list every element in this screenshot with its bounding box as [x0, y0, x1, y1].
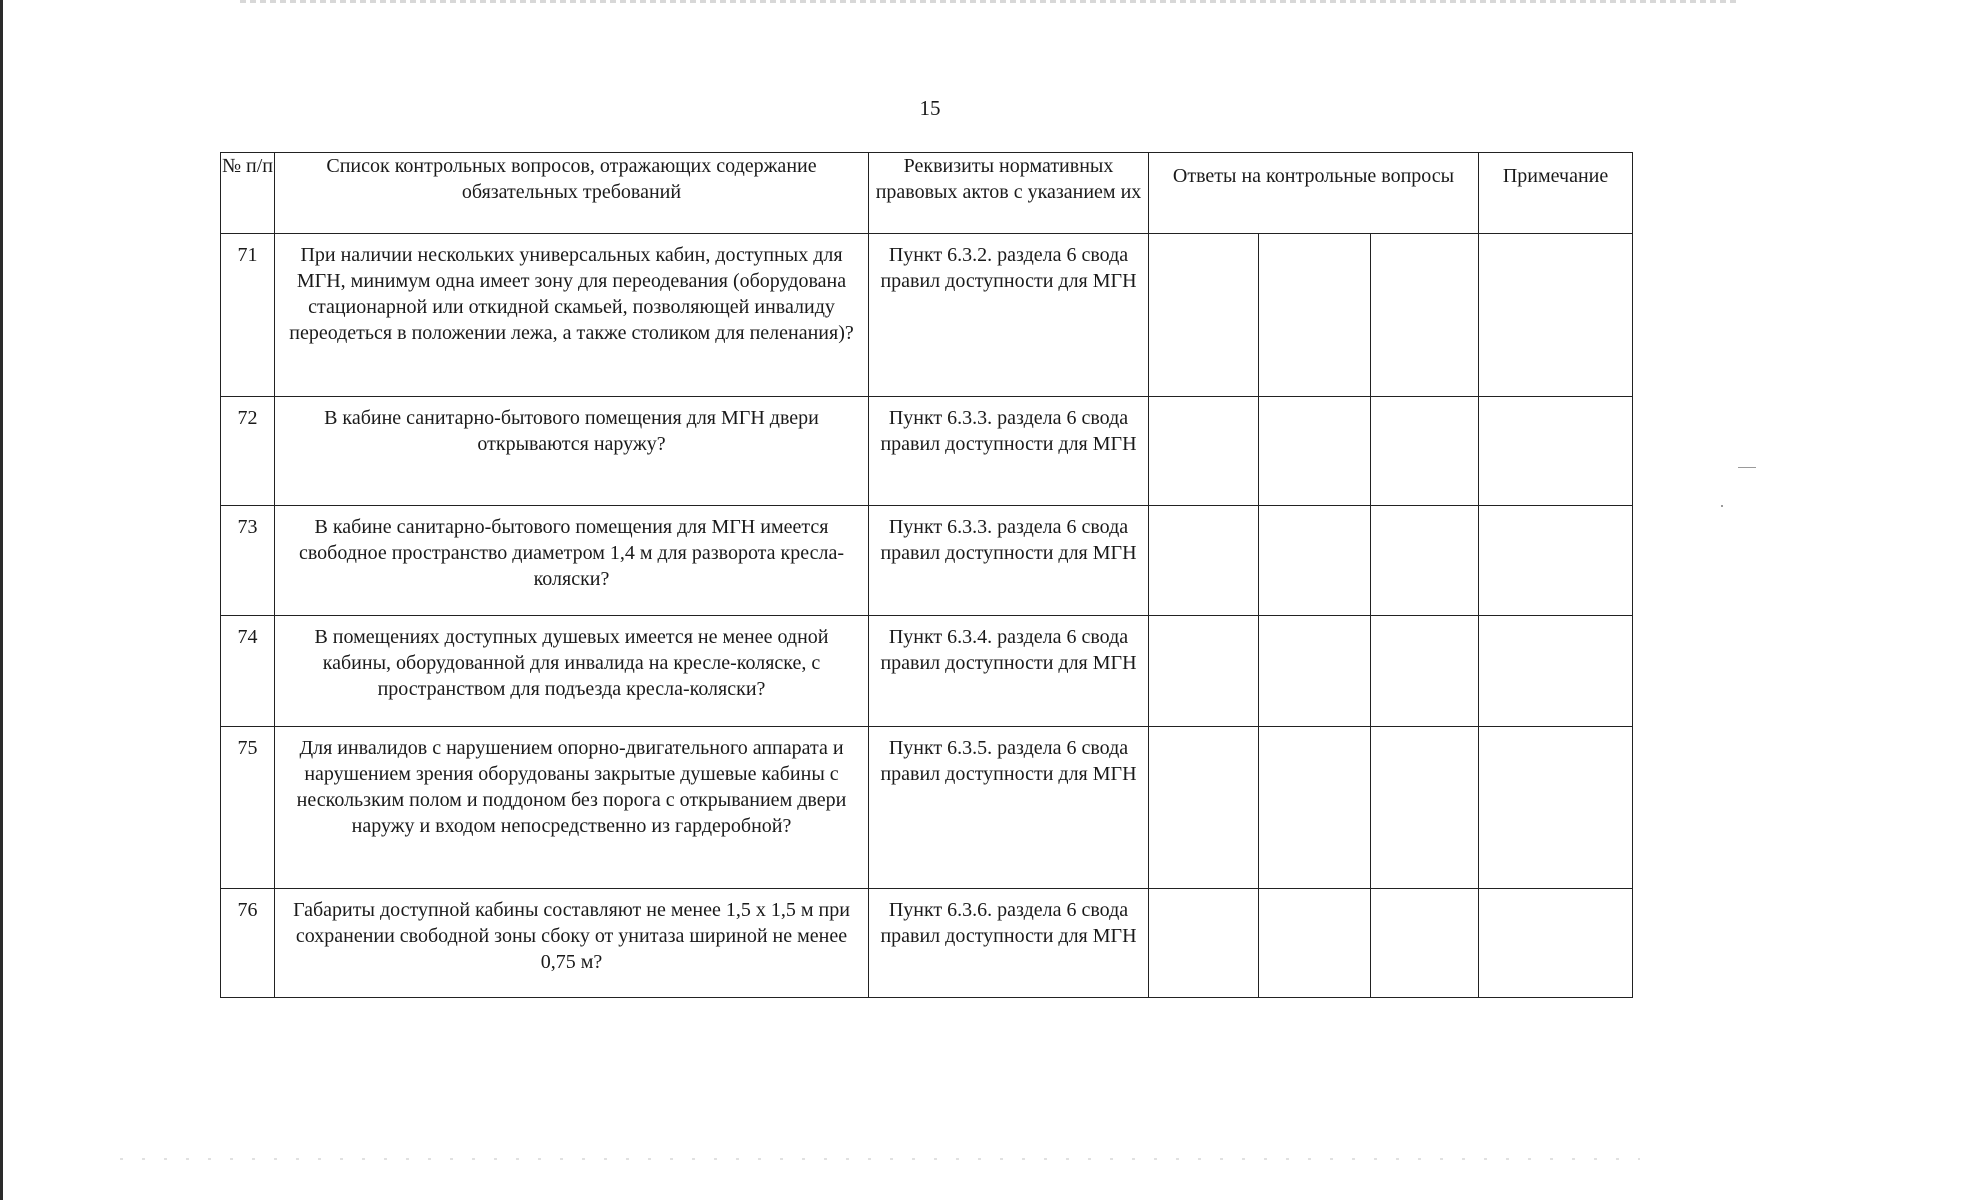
row-question: В кабине санитарно-бытового помещения для МГН имеется свободное пространство диаметром 1,4 м для разворота кресла-коляски?	[275, 506, 869, 616]
answer-cell-1	[1149, 616, 1259, 727]
row-question: Габариты доступной кабины составляют не менее 1,5 х 1,5 м при сохранении свободной зоны сбоку от унитаза шириной не менее 0,75 м?	[275, 889, 869, 998]
row-number: 76	[221, 889, 275, 998]
scan-top-noise	[240, 0, 1740, 3]
header-note: Примечание	[1479, 153, 1633, 234]
answer-cell-1	[1149, 506, 1259, 616]
checklist-table	[220, 152, 1633, 998]
note-cell	[1479, 234, 1633, 397]
note-cell	[1479, 889, 1633, 998]
row-number: 75	[221, 727, 275, 889]
row-reference: Пункт 6.3.2. раздела 6 свода правил доступности для МГН	[869, 234, 1149, 397]
table-row	[221, 506, 1633, 616]
row-question: Для инвалидов с нарушением опорно-двигательного аппарата и нарушением зрения оборудованы закрытые душевые кабины с нескользким полом и поддоном без порога с открыванием двери наружу и входом непосредственно из гардеробной?	[275, 727, 869, 889]
table-row	[221, 889, 1633, 998]
scan-left-edge	[0, 0, 3, 1200]
row-number: 71	[221, 234, 275, 397]
header-requisites-text: Реквизиты нормативных правовых актов с указанием их	[875, 155, 1142, 203]
row-number: 73	[221, 506, 275, 616]
answer-cell-1	[1149, 727, 1259, 889]
row-reference: Пункт 6.3.5. раздела 6 свода правил доступности для МГН	[869, 727, 1149, 889]
table-row	[221, 727, 1633, 889]
scan-bottom-noise	[120, 1158, 1640, 1160]
table-row	[221, 616, 1633, 727]
header-number: № п/п	[221, 153, 275, 234]
margin-dot	[1721, 505, 1723, 507]
row-number: 72	[221, 397, 275, 506]
header-answers: Ответы на контрольные вопросы	[1149, 153, 1479, 234]
table-header-row	[221, 153, 1633, 234]
answer-cell-2	[1259, 727, 1371, 889]
answer-cell-3	[1371, 616, 1479, 727]
row-reference: Пункт 6.3.6. раздела 6 свода правил доступности для МГН	[869, 889, 1149, 998]
note-cell	[1479, 506, 1633, 616]
answer-cell-1	[1149, 397, 1259, 506]
note-cell	[1479, 397, 1633, 506]
header-requisites	[869, 153, 1149, 234]
answer-cell-2	[1259, 506, 1371, 616]
answer-cell-3	[1371, 506, 1479, 616]
answer-cell-3	[1371, 889, 1479, 998]
margin-mark	[1738, 467, 1756, 468]
answer-cell-3	[1371, 234, 1479, 397]
row-reference: Пункт 6.3.4. раздела 6 свода правил доступности для МГН	[869, 616, 1149, 727]
row-reference: Пункт 6.3.3. раздела 6 свода правил доступности для МГН	[869, 506, 1149, 616]
table-row	[221, 397, 1633, 506]
answer-cell-2	[1259, 234, 1371, 397]
row-question: При наличии нескольких универсальных кабин, доступных для МГН, минимум одна имеет зону для переодевания (оборудована стационарной или откидной скамьей, позволяющей инвалиду переодеться в положении лежа, а также столиком для пеленания)?	[275, 234, 869, 397]
page-number: 15	[919, 96, 941, 120]
note-cell	[1479, 616, 1633, 727]
row-question: В помещениях доступных душевых имеется не менее одной кабины, оборудованной для инвалида на кресле-коляске, с пространством для подъезда кресла-коляски?	[275, 616, 869, 727]
row-reference: Пункт 6.3.3. раздела 6 свода правил доступности для МГН	[869, 397, 1149, 506]
answer-cell-1	[1149, 889, 1259, 998]
answer-cell-1	[1149, 234, 1259, 397]
row-question: В кабине санитарно-бытового помещения для МГН двери открываются наружу?	[275, 397, 869, 506]
answer-cell-3	[1371, 727, 1479, 889]
header-questions: Список контрольных вопросов, отражающих содержание обязательных требований	[275, 153, 869, 234]
answer-cell-3	[1371, 397, 1479, 506]
answer-cell-2	[1259, 889, 1371, 998]
answer-cell-2	[1259, 616, 1371, 727]
answer-cell-2	[1259, 397, 1371, 506]
table-row	[221, 234, 1633, 397]
note-cell	[1479, 727, 1633, 889]
row-number: 74	[221, 616, 275, 727]
